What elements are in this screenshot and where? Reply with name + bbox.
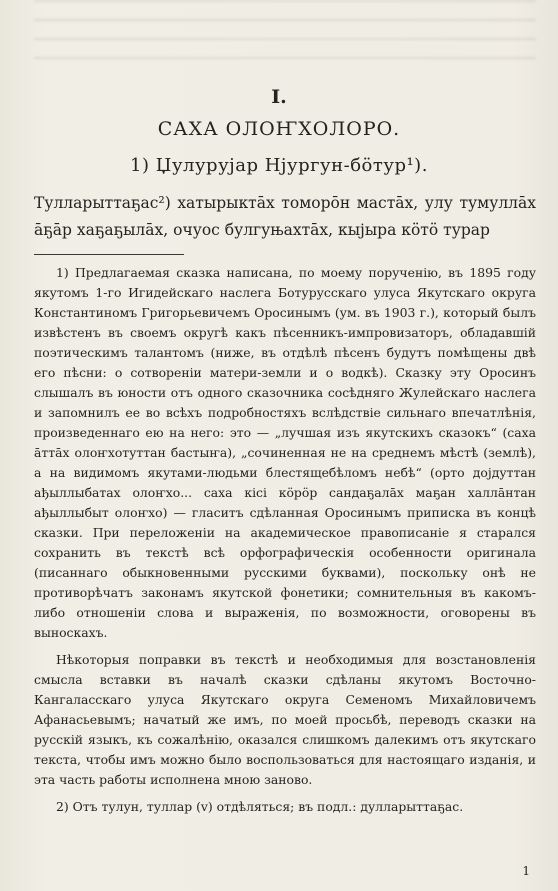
footnote-divider bbox=[34, 254, 184, 255]
footnotes bbox=[34, 263, 536, 817]
faded-top-text bbox=[34, 0, 536, 60]
page-number: 1 bbox=[522, 864, 530, 878]
footnote-2: 2) Отъ тулун, туллар (v) отдѣляться; въ подл.: дулларыттаҕас. bbox=[56, 799, 464, 814]
main-text-paragraph: Тулларыттаҕас²) хатырыктāх томорōн мастāх, улу тумуллāх āҕāр хаҕаҕылāх, очуос булгуњахтāх, кыјыра кӧтӧ турар bbox=[34, 194, 536, 239]
footnote-1: 1) Предлагаемая сказка написана, по моему порученію, въ 1895 году якутомъ 1-го Игидейскаго наслега Ботурусскаго улуса Якутскаго округа Константиномъ Григорьевичемъ Оросинымъ (ум. въ 1903 г.), который былъ извѣстенъ въ своемъ округѣ какъ пѣсенникъ-импровизаторъ, обладавшій поэтическимъ талантомъ (ниже, въ отдѣлѣ пѣсенъ будутъ помѣщены двѣ его пѣсни: о сотвореніи матери-земли и о водкѣ). Сказку эту Оросинъ слышалъ въ юности отъ одного сказочника сосѣдняго Жулейскаго наслега и запомнилъ ее во всѣхъ подробностяхъ вслѣдствіе сильнаго впечатлѣнія, произведеннаго ею на него: это — „лучшая изъ якутскихъ сказокъ“ (саха āттāх олоҥхотуттан бастыҥа), „сочиненная не на среднемъ мѣстѣ (землѣ), а на видимомъ якутами-людьми блестящебѣломъ небѣ“ (орто дојдуттан ађыллыбатах олоҥхо... саха кісі кӧрӧр сандаҕалāх маҕан халлāнтан ађыллыбыт олоҥхо) — гласитъ сдѣланная Оросинымъ приписка въ концѣ сказки. При переложеніи на академическое правописаніе я старался сохранить въ текстѣ всѣ орфографическія особенности оригинала (писаннаго обыкновенными русскими буквами), поскольку онѣ не противорѣчатъ законамъ якутской фонетики; сомнительныя въ какомъ-либо отношеніи слова и выраженія, по возможности, оговорены въ выноскахъ. bbox=[34, 265, 536, 640]
chapter-number: I. bbox=[271, 86, 287, 108]
story-title: 1) Џулурујар Нјургун-бӧтур¹). bbox=[130, 155, 428, 176]
section-title: САХА ОЛОҤХОЛОРО. bbox=[157, 118, 401, 140]
footnote-1-continued: Нѣкоторыя поправки въ текстѣ и необходимыя для возстановленія смысла вставки въ началѣ сказки сдѣланы якутомъ Восточно-Кангаласскаго улуса Якутскаго округа Семеномъ Михайловичемъ Афанасьевымъ; начатый же имъ, по моей просьбѣ, переводъ сказки на русскій языкъ, къ сожалѣнію, оказался слишкомъ далекимъ отъ якутскаго текста, чтобы имъ можно было воспользоваться для настоящаго изданія, и эта часть работы исполнена мною заново. bbox=[34, 652, 536, 787]
